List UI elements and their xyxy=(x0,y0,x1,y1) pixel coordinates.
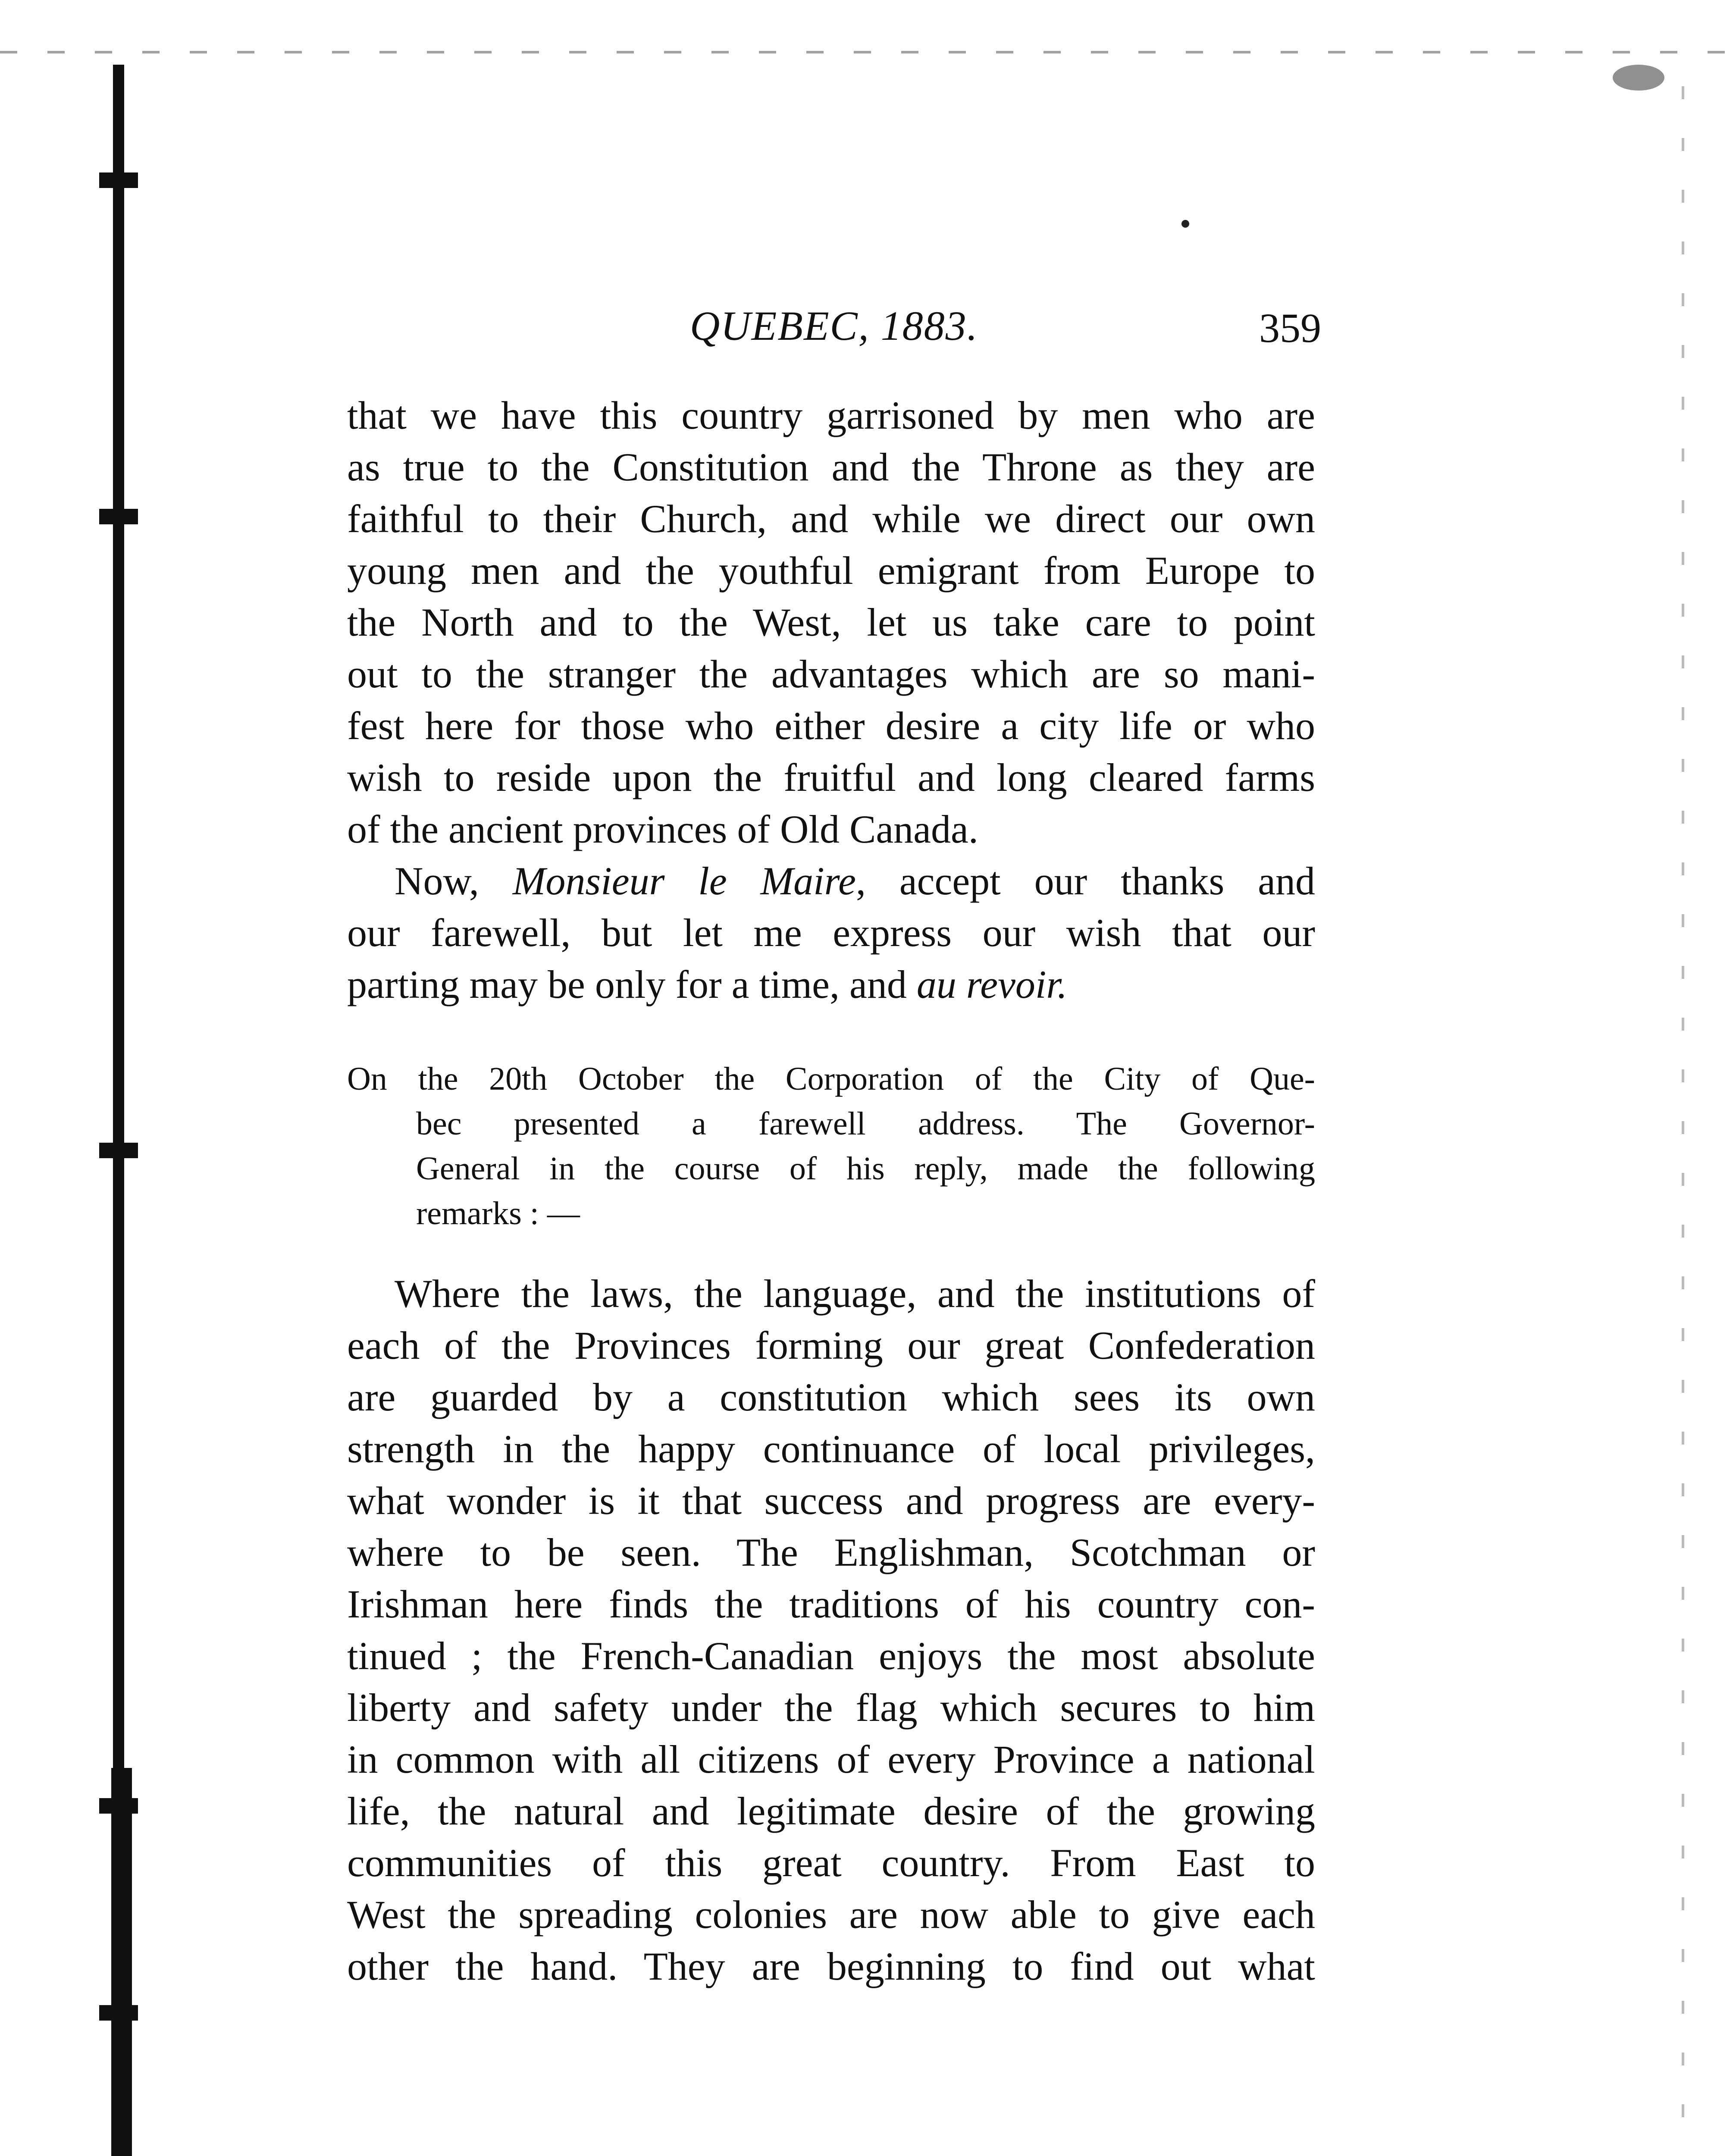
note-line: General in the course of his reply, made the following xyxy=(416,1150,1315,1187)
scan-top-edge xyxy=(0,51,1736,53)
text-line: as true to the Constitution and the Throne as they are xyxy=(347,445,1315,489)
text-line: Irishman here finds the traditions of his country con- xyxy=(347,1582,1315,1626)
text-line: Now, Monsieur le Maire, accept our thanks and xyxy=(395,859,1315,903)
text-line: the North and to the West, let us take care to point xyxy=(347,600,1315,644)
text-line: where to be seen. The Englishman, Scotchman or xyxy=(347,1530,1315,1574)
running-head: QUEBEC, 1883. xyxy=(690,303,978,349)
italic-phrase: au revoir. xyxy=(916,962,1068,1006)
text-line: young men and the youthful emigrant from Europe to xyxy=(347,548,1315,592)
text-line: parting may be only for a time, and au revoir. xyxy=(347,962,1068,1006)
binding-edge-lower xyxy=(111,1768,132,2156)
note-line: On the 20th October the Corporation of the City of Que- xyxy=(347,1061,1315,1097)
binding-notch xyxy=(99,172,138,188)
text-line: life, the natural and legitimate desire of the growing xyxy=(347,1789,1315,1833)
paragraph-1 xyxy=(347,389,1315,855)
text-line: in common with all citizens of every Province a national xyxy=(347,1737,1315,1781)
text-line: of the ancient provinces of Old Canada. xyxy=(347,807,978,851)
binding-notch xyxy=(99,2005,138,2021)
text-line: West the spreading colonies are now able to give each xyxy=(347,1893,1315,1937)
scan-speck xyxy=(1613,65,1664,91)
text-line: each of the Provinces forming our great Confederation xyxy=(347,1323,1315,1367)
note-line: bec presented a farewell address. The Governor- xyxy=(416,1106,1315,1142)
binding-notch xyxy=(99,1143,138,1158)
paragraph-3 xyxy=(347,1268,1315,1992)
binding-notch xyxy=(99,509,138,524)
text-line: tinued ; the French-Canadian enjoys the most absolute xyxy=(347,1634,1315,1678)
italic-phrase: Monsieur le Maire xyxy=(512,859,856,903)
text-line: out to the stranger the advantages which are so mani- xyxy=(347,652,1315,696)
text-line: liberty and safety under the flag which secures to him xyxy=(347,1686,1315,1730)
text-line: our farewell, but let me express our wish that our xyxy=(347,911,1315,955)
text-line: communities of this great country. From East to xyxy=(347,1841,1315,1885)
scan-right-edge xyxy=(1682,86,1684,2156)
text-line: wish to reside upon the fruitful and long cleared farms xyxy=(347,755,1315,799)
page-number: 359 xyxy=(1259,305,1321,351)
binding-notch xyxy=(99,1798,138,1814)
editorial-note xyxy=(347,1056,1315,1236)
text-line: are guarded by a constitution which sees its own xyxy=(347,1375,1315,1419)
scan-speck xyxy=(1181,220,1189,228)
text-line: other the hand. They are beginning to find out what xyxy=(347,1944,1315,1988)
text-line: strength in the happy continuance of local privileges, xyxy=(347,1427,1315,1471)
paragraph-2 xyxy=(347,855,1315,1010)
text-line: fest here for those who either desire a city life or who xyxy=(347,704,1315,748)
text-line: Where the laws, the language, and the institutions of xyxy=(395,1272,1315,1316)
text-line: that we have this country garrisoned by men who are xyxy=(347,393,1315,437)
note-line: remarks : — xyxy=(416,1195,580,1232)
text-line: what wonder is it that success and progress are every- xyxy=(347,1479,1315,1523)
text-line: faithful to their Church, and while we direct our own xyxy=(347,497,1315,541)
